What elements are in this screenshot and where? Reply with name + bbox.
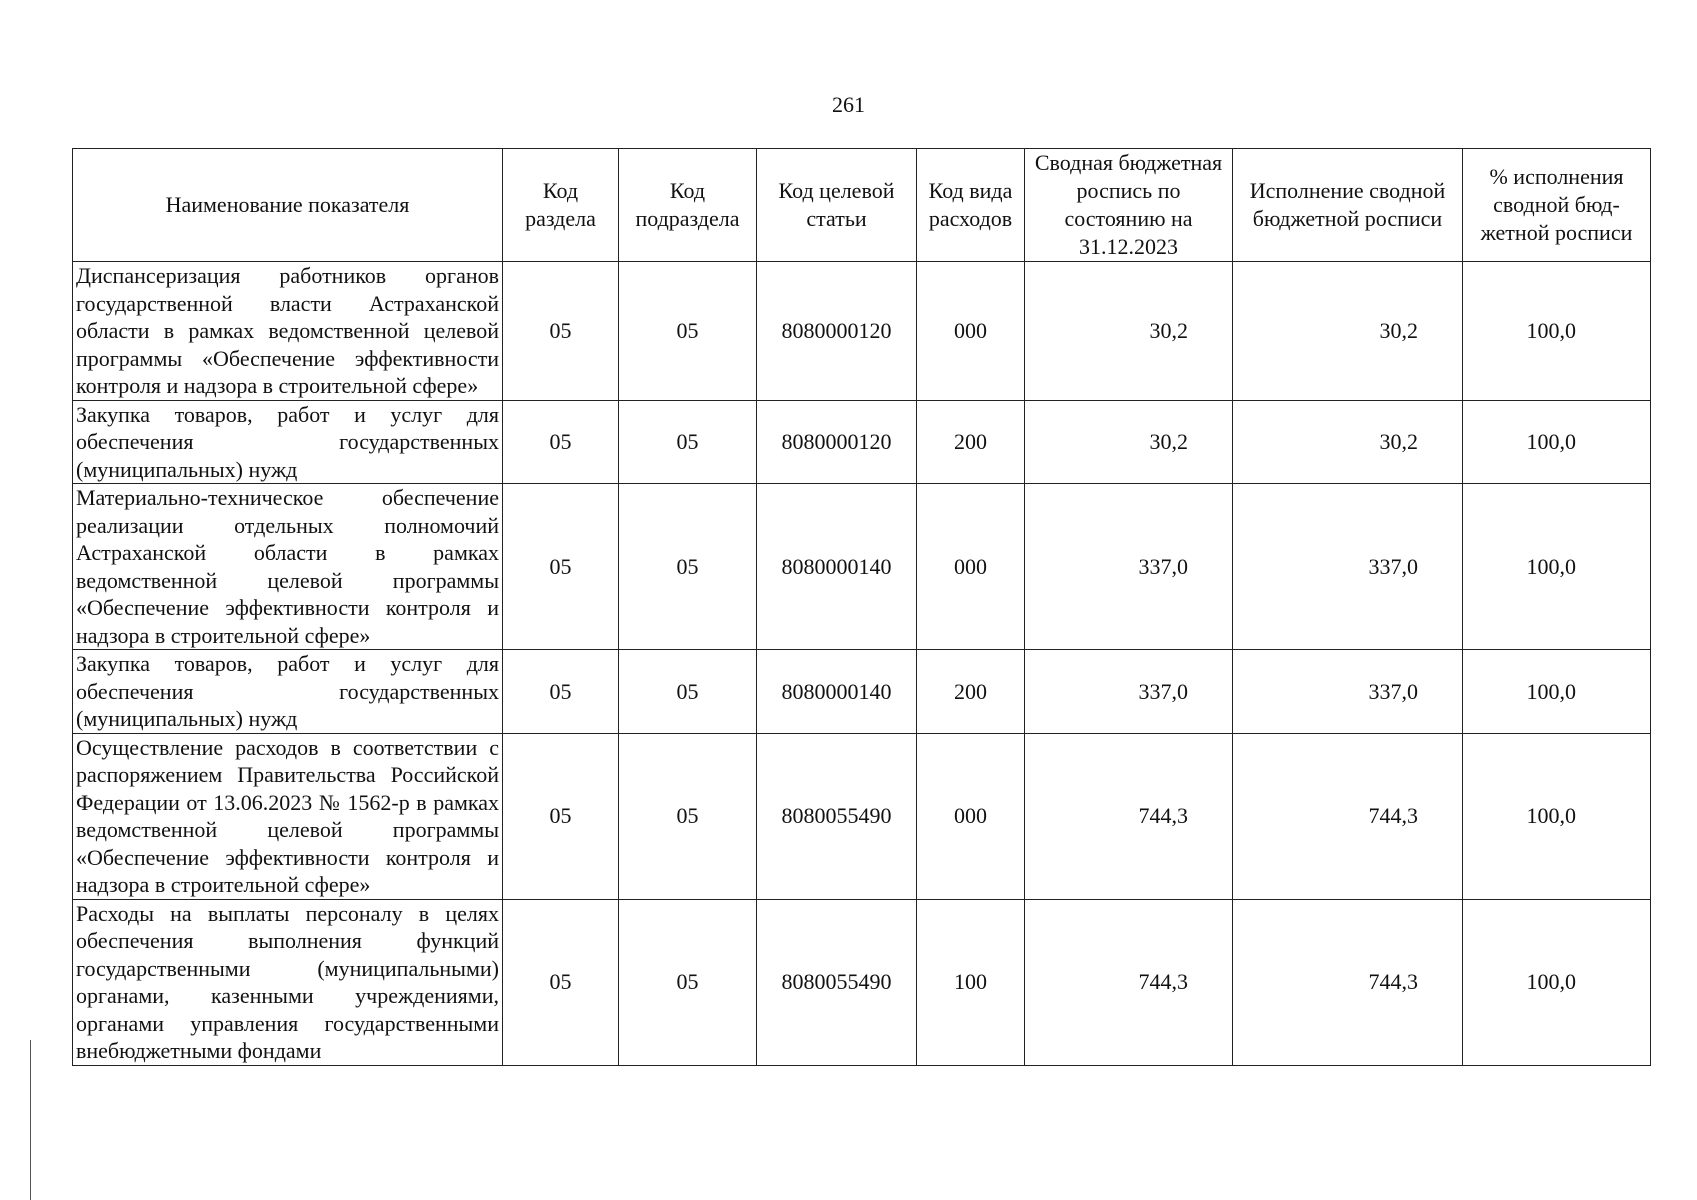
header-percent: % исполнения сводной бюд-жетной росписи — [1463, 149, 1651, 262]
cell-subsection: 05 — [619, 650, 757, 734]
cell-expense: 200 — [917, 650, 1025, 734]
cell-name: Закупка товаров, работ и услуг для обеспечения государственных (муниципальных) нужд — [73, 400, 503, 484]
cell-section: 05 — [503, 262, 619, 401]
cell-section: 05 — [503, 899, 619, 1065]
cell-section: 05 — [503, 484, 619, 650]
budget-table — [72, 148, 1651, 1066]
cell-name: Диспансеризация работников органов государственной власти Астраханской области в рамках ведомственной целевой программы «Обеспечение эффективности контроля и надзора в строительной сфере» — [73, 262, 503, 401]
cell-subsection: 05 — [619, 400, 757, 484]
cell-percent: 100,0 — [1463, 733, 1651, 899]
cell-target: 8080000140 — [757, 484, 917, 650]
cell-section: 05 — [503, 400, 619, 484]
cell-target: 8080055490 — [757, 899, 917, 1065]
cell-section: 05 — [503, 650, 619, 734]
cell-planned: 30,2 — [1025, 400, 1233, 484]
cell-expense: 000 — [917, 262, 1025, 401]
header-section: Код раздела — [503, 149, 619, 262]
header-target: Код целевой статьи — [757, 149, 917, 262]
table-row — [73, 484, 1651, 650]
cell-name: Закупка товаров, работ и услуг для обеспечения государственных (муниципальных) нужд — [73, 650, 503, 734]
cell-subsection: 05 — [619, 484, 757, 650]
cell-target: 8080000120 — [757, 400, 917, 484]
header-name: Наименование показателя — [73, 149, 503, 262]
cell-subsection: 05 — [619, 262, 757, 401]
cell-executed: 337,0 — [1233, 484, 1463, 650]
header-planned: Сводная бюджетная роспись по состоянию на 31.12.2023 — [1025, 149, 1233, 262]
cell-percent: 100,0 — [1463, 400, 1651, 484]
table-row — [73, 262, 1651, 401]
cell-planned: 337,0 — [1025, 484, 1233, 650]
table-row — [73, 400, 1651, 484]
header-subsection: Код подраздела — [619, 149, 757, 262]
cell-percent: 100,0 — [1463, 650, 1651, 734]
page-number: 261 — [832, 92, 865, 117]
cell-expense: 200 — [917, 400, 1025, 484]
cell-subsection: 05 — [619, 899, 757, 1065]
cell-target: 8080055490 — [757, 733, 917, 899]
cell-planned: 30,2 — [1025, 262, 1233, 401]
header-expense: Код вида расходов — [917, 149, 1025, 262]
cell-subsection: 05 — [619, 733, 757, 899]
margin-line — [30, 1040, 31, 1200]
table-row — [73, 899, 1651, 1065]
cell-name: Материально-техническое обеспечение реализации отдельных полномочий Астраханской области в рамках ведомственной целевой программы «Обеспечение эффективности контроля и надзора в строительной сфере» — [73, 484, 503, 650]
cell-percent: 100,0 — [1463, 484, 1651, 650]
cell-planned: 744,3 — [1025, 899, 1233, 1065]
cell-executed: 744,3 — [1233, 733, 1463, 899]
cell-executed: 337,0 — [1233, 650, 1463, 734]
cell-target: 8080000140 — [757, 650, 917, 734]
cell-percent: 100,0 — [1463, 899, 1651, 1065]
cell-expense: 000 — [917, 733, 1025, 899]
table-row — [73, 650, 1651, 734]
cell-target: 8080000120 — [757, 262, 917, 401]
cell-planned: 337,0 — [1025, 650, 1233, 734]
cell-executed: 744,3 — [1233, 899, 1463, 1065]
header-row — [73, 149, 1651, 262]
cell-planned: 744,3 — [1025, 733, 1233, 899]
cell-section: 05 — [503, 733, 619, 899]
cell-expense: 000 — [917, 484, 1025, 650]
cell-percent: 100,0 — [1463, 262, 1651, 401]
header-executed: Исполнение сводной бюджетной росписи — [1233, 149, 1463, 262]
cell-executed: 30,2 — [1233, 400, 1463, 484]
cell-expense: 100 — [917, 899, 1025, 1065]
cell-name: Расходы на выплаты персоналу в целях обеспечения выполнения функций государственными (муниципальными) органами, казенными учреждениями, органами управления государственными внебюджетными фондами — [73, 899, 503, 1065]
table-row — [73, 733, 1651, 899]
cell-name: Осуществление расходов в соответствии с распоряжением Правительства Российской Федерации от 13.06.2023 № 1562-р в рамках ведомственной целевой программы «Обеспечение эффективности контроля и надзора в строительной сфере» — [73, 733, 503, 899]
cell-executed: 30,2 — [1233, 262, 1463, 401]
